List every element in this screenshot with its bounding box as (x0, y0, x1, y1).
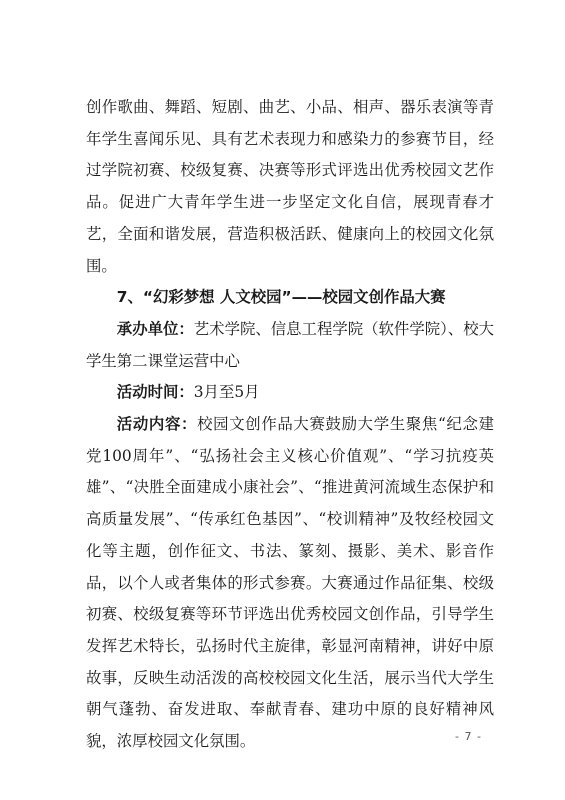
organizer-value: 艺术学院、信息工程学院（软件学院）、校大学生第二课堂运营中心 (86, 319, 494, 370)
organizer-label: 承办单位： (116, 319, 194, 338)
time-value: 3月至5月 (193, 383, 260, 402)
time-label: 活动时间： (116, 383, 194, 402)
continuation-paragraph: 创作歌曲、舞蹈、短剧、曲艺、小品、相声、器乐表演等青年学生喜闻乐见、具有艺术表现力和感染力的参赛节目，经过学院初赛、校级复赛、决赛等形式评选出优秀校园文艺作品。促进广大青年学生进一步坚定文化自信，展现青春才艺，全面和谐发展，营造积极活跃、健康向上的校园文化氛围。 (86, 98, 494, 275)
page-number: - 7 - (455, 730, 482, 743)
content-value: 校园文创作品大赛鼓励大学生聚焦“纪念建党100周年”、“弘扬社会主义核心价值观”、“学习抗疫英雄”、“决胜全面建成小康社会”、“推进黄河流域生态保护和高质量发展”、“传承红色基因”、“校训精神”及牧经校园文化等主题，创作征文、书法、篆刻、摄影、美术、影音作品，以个人或者集体的形式参赛。大赛通过作品征集、校级初赛、校级复赛等环节评选出优秀校园文创作品，引导学生发挥艺术特长，弘扬时代主旋律，彰显河南精神，讲好中原故事，反映生动活泼的高校校园文化生活，展示当代大学生朝气蓬勃、奋发进取、奉献青春、建功中原的良好精神风貌，浓厚校园文化氛围。 (86, 415, 494, 751)
document-body (86, 92, 494, 758)
organizer-paragraph (86, 314, 494, 377)
content-paragraph (86, 409, 494, 758)
section-title: 7、“幻彩梦想 人文校园”——校园文创作品大赛 (116, 288, 446, 307)
content-label: 活动内容： (116, 415, 198, 434)
time-paragraph (86, 377, 494, 409)
